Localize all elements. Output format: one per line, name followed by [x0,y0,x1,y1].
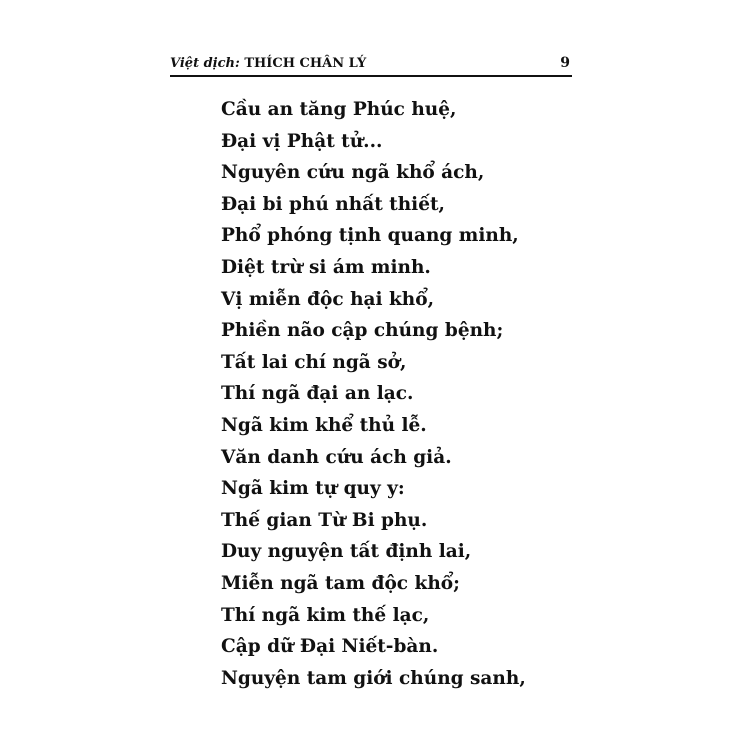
translator-label: Việt dịch: [170,56,240,71]
verse-line: Văn danh cứu ách giả. [221,446,452,468]
verse-line: Ngã kim tự quy y: [221,478,405,500]
verse-line: Ngã kim khể thủ lễ. [221,414,427,436]
verse-block [221,94,526,694]
verse-line: Nguyên cứu ngã khổ ách, [221,162,485,184]
verse-line: Đại bi phú nhất thiết, [221,193,445,215]
verse-line: Tất lai chí ngã sở, [221,351,407,373]
verse-line: Thí ngã đại an lạc. [221,383,414,405]
verse-line: Cập dữ Đại Niết-bàn. [221,636,439,658]
translator-name: THÍCH CHÂN LÝ [244,56,367,71]
verse-line: Vị miễn độc hại khổ, [221,288,435,310]
verse-line: Thế gian Từ Bi phụ. [221,509,428,531]
verse-line: Đại vị Phật tử... [221,130,383,152]
verse-line: Cầu an tăng Phúc huệ, [221,99,457,120]
verse-line: Nguyện tam giới chúng sanh, [221,667,526,689]
verse-line: Phổ phóng tịnh quang minh, [221,225,519,247]
running-head [170,52,572,76]
running-head-title [170,56,366,71]
verse-line: Miễn ngã tam độc khổ; [221,572,460,594]
verse-line: Phiền não cập chúng bệnh; [221,320,504,342]
header-rule [170,75,572,77]
verse-line: Duy nguyện tất định lai, [221,541,472,563]
verse-line: Diệt trừ si ám minh. [221,256,431,278]
verse-line: Thí ngã kim thế lạc, [221,604,430,626]
page-number: 9 [560,55,570,71]
